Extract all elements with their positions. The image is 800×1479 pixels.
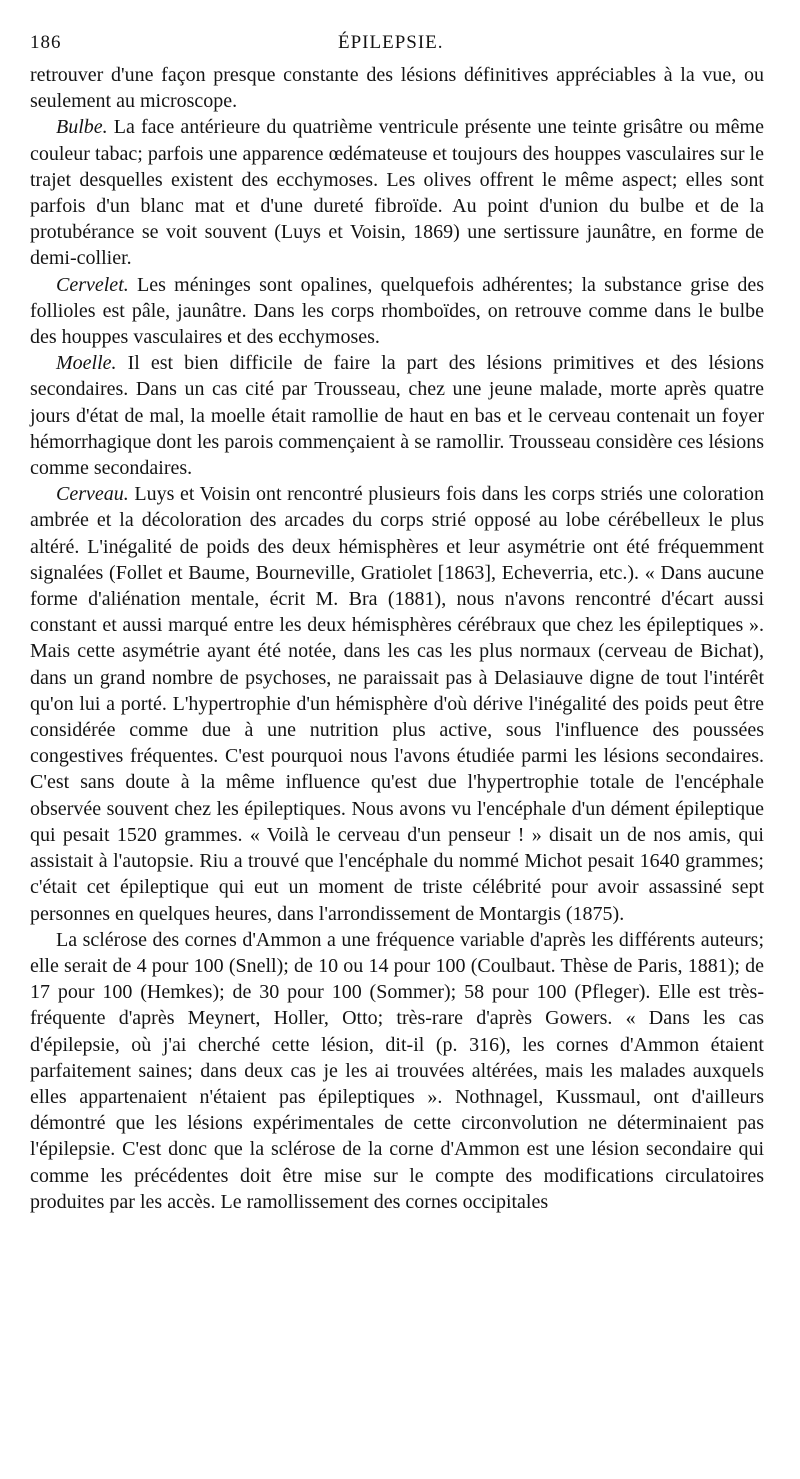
paragraph-cerveau [30, 481, 764, 926]
paragraph-text: La sclérose des cornes d'Ammon a une fréquence variable d'après les différents auteurs; elle serait de 4 pour 100 (Snell); de 10 ou 14 pour 100 (Coulbaut. Thèse de Paris, 1881); de 17 pour 100 (Hemkes); de 30 pour 100 (Sommer); 58 pour 100 (Pfleger). Elle est très-fréquente d'après Meynert, Holler, Otto; très-rare d'après Gowers. « Dans les cas d'épilepsie, où j'ai cherché cette lésion, dit-il (p. 316), les cornes d'Ammon étaient parfaitement saines; dans deux cas je les ai trouvées altérées, mais les malades auxquels elles appartenaient n'étaient pas épileptiques ». Nothnagel, Kussmaul, ont d'ailleurs démontré que les lésions expérimentales de cette circonvolution ne déterminaient pas l'épilepsie. C'est donc que la sclérose de la corne d'Ammon est une lésion secondaire qui comme les précédentes doit être mise sur le compte des modifications circulatoires produites par les accès. Le ramollissement des cornes occipitales [30, 928, 764, 1213]
paragraph-moelle [30, 350, 764, 481]
page-number: 186 [30, 32, 62, 53]
paragraph-sclerose [30, 927, 764, 1215]
book-page [30, 32, 764, 1215]
paragraph-cervelet [30, 272, 764, 351]
body-text [30, 62, 764, 1215]
section-heading-cerveau: Cerveau. [56, 483, 129, 506]
running-header [30, 32, 764, 62]
paragraph-text: retrouver d'une façon presque constante des lésions définitives appréciables à la vue, ou seulement au microscope. [30, 64, 764, 113]
paragraph-bulbe [30, 114, 764, 271]
paragraph-intro-continuation [30, 62, 764, 114]
paragraph-text: La face antérieure du quatrième ventricule présente une teinte grisâtre ou même couleur tabac; parfois une apparence œdémateuse et toujours des houppes vasculaires sur le trajet desquelles existent des ecchymoses. Les olives offrent le même aspect; elles sont parfois d'un blanc mat et d'une dureté fibroïde. Au point d'union du bulbe et de la protubérance se voit souvent (Luys et Voisin, 1869) une sertissure jaunâtre, en forme de demi-collier. [30, 116, 764, 270]
section-heading-bulbe: Bulbe. [56, 116, 108, 139]
section-heading-moelle: Moelle. [56, 352, 117, 375]
running-title: ÉPILEPSIE. [338, 32, 444, 53]
section-heading-cervelet: Cervelet. [56, 273, 129, 296]
paragraph-text: Il est bien difficile de faire la part des lésions primitives et des lésions secondaires. Dans un cas cité par Trousseau, chez une jeune malade, morte après quatre jours d'état de mal, la moelle était ramollie de haut en bas et le cerveau contenait un foyer hémorrhagique dont les parois commençaient à se ramollir. Trousseau considère ces lésions comme secondaires. [30, 352, 764, 480]
paragraph-text: Les méninges sont opalines, quelquefois adhérentes; la substance grise des follioles est pâle, jaunâtre. Dans les corps rhomboïdes, on retrouve comme dans le bulbe des houppes vasculaires et des ecchymoses. [30, 273, 764, 349]
paragraph-text: Luys et Voisin ont rencontré plusieurs fois dans les corps striés une coloration ambrée et la décoloration des arcades du corps strié opposé au lobe cérébelleux le plus altéré. L'inégalité de poids des deux hémisphères et leur asymétrie ont été fréquemment signalées (Follet et Baume, Bourneville, Gratiolet [1863], Echeverria, etc.). « Dans aucune forme d'aliénation mentale, écrit M. Bra (1881), nous n'avons rencontré d'écart aussi constant et aussi marqué entre les deux hémisphères cérébraux que chez les épileptiques ». Mais cette asymétrie ayant été notée, dans les cas les plus normaux (cerveau de Bichat), dans un grand nombre de psychoses, ne paraissait pas à Delasiauve digne de tout l'intérêt qu'on lui a porté. L'hypertrophie d'un hémisphère d'où dérive l'inégalité des poids peut être considérée comme due à une nutrition plus active, sous l'influence des poussées congestives fréquentes. C'est pourquoi nous l'avons étudiée parmi les lésions secondaires. C'est sans doute à la même influence qu'est due l'hypertrophie totale de l'encéphale observée souvent chez les épileptiques. Nous avons vu l'encéphale d'un dément épileptique qui pesait 1520 grammes. « Voilà le cerveau d'un penseur ! » disait un de nos amis, qui assistait à l'autopsie. Riu a trouvé que l'encéphale du nommé Michot pesait 1640 grammes; c'était cet épileptique qui eut un moment de triste célébrité pour avoir assassiné sept personnes en quelques heures, dans l'arrondissement de Montargis (1875). [30, 483, 764, 925]
